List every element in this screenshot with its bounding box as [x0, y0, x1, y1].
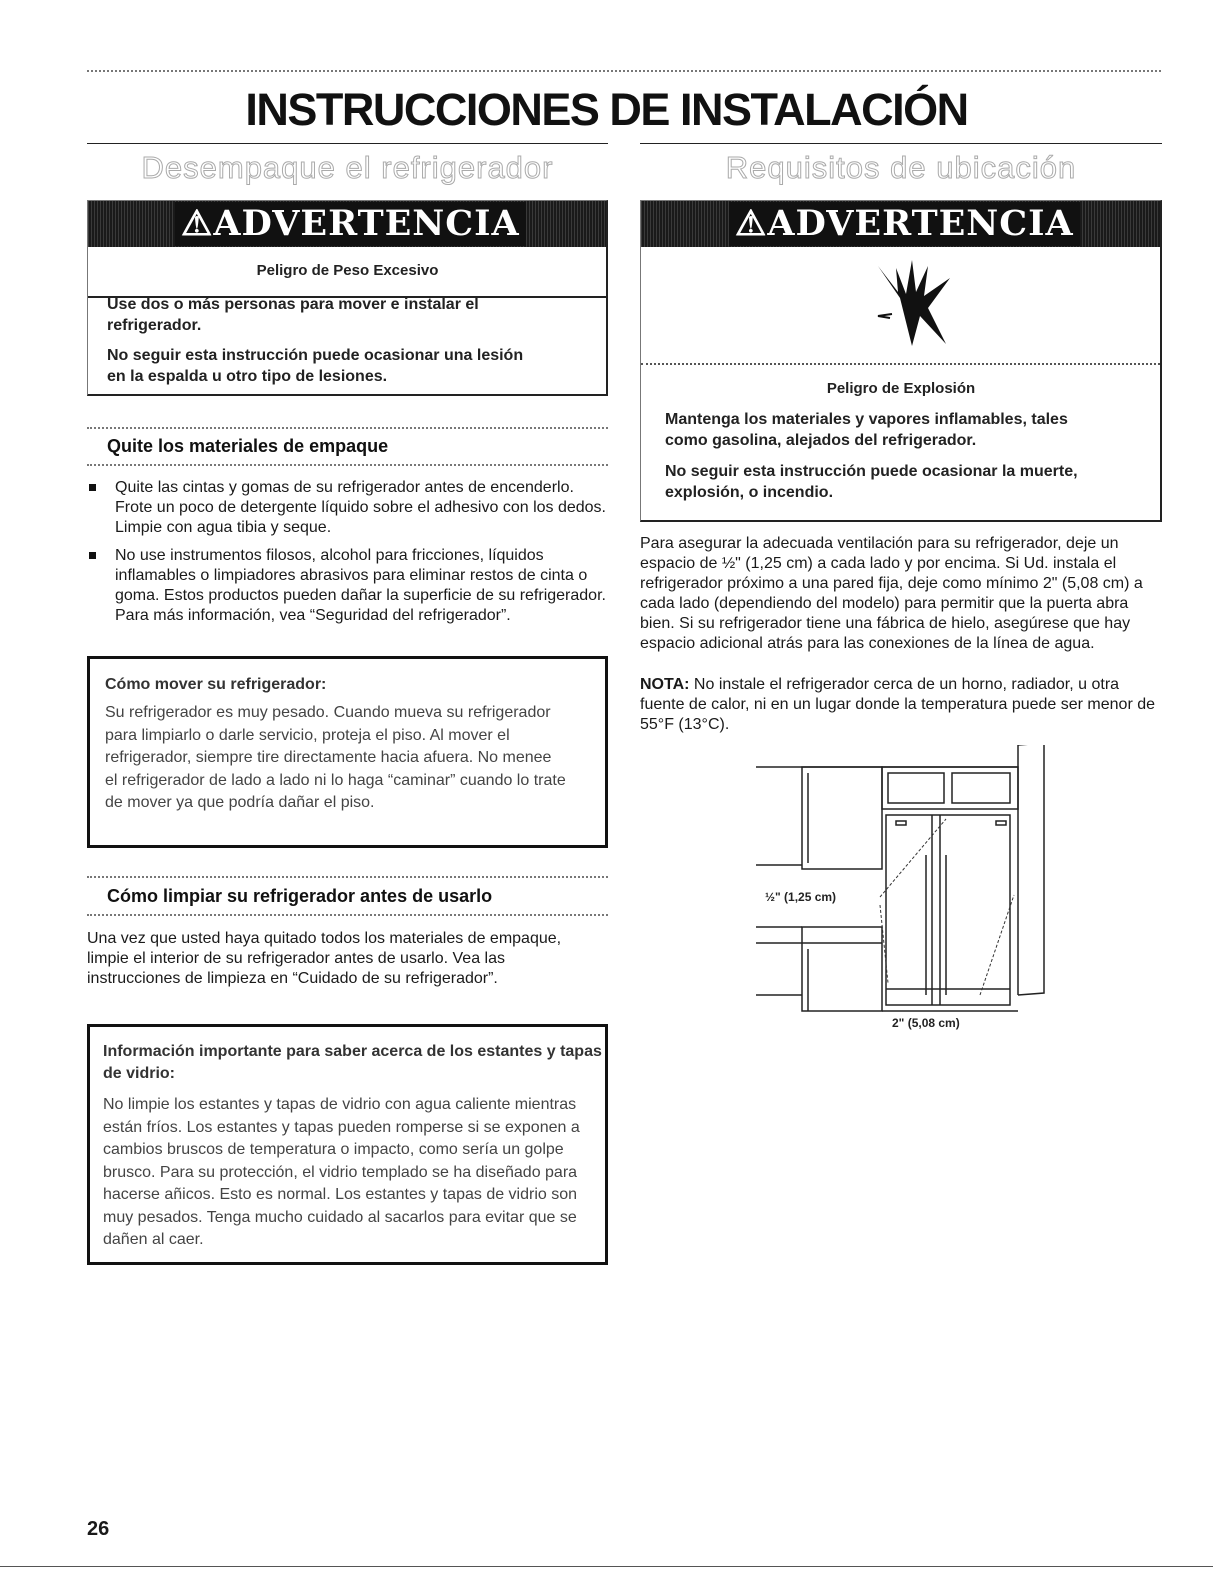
right-section-title: Requisitos de ubicación — [725, 150, 1077, 185]
note-paragraph — [640, 675, 1162, 735]
moving-note-title: Cómo mover su refrigerador: — [105, 676, 327, 693]
warning-line-1: Use dos o más personas para mover e instalar el refrigerador. — [107, 296, 479, 334]
bullet-square-icon — [89, 484, 96, 491]
subsection-1-top-rule — [87, 427, 608, 429]
note-text: No instale el refrigerador cerca de un horno, radiador, u otra fuente de calor, ni en un lugar donde la temperatura puede ser menor de 55°F (13°C). — [640, 676, 1156, 733]
right-column-rule — [640, 143, 1162, 144]
list-item — [87, 478, 607, 538]
subsection-1-bottom-rule — [87, 464, 608, 466]
left-column-rule — [87, 143, 608, 144]
warning-line-2: No seguir esta instrucción puede ocasionar la muerte, explosión, o incendio. — [665, 463, 1078, 501]
ventilation-paragraph: Para asegurar la adecuada ventilación para su refrigerador, deje un espacio de ½" (1,25 cm) a cada lado y por encima. Si Ud. instala el refrigerador próximo a una pared fija, deje como mínimo 2" (5,08 cm) a cada lado (dependiendo del modelo) para permitir que la puerta abra bien. Si su refrigerador tiene una fábrica de hielo, asegúrese que hay espacio adicional atrás para las conexiones de la línea de agua. — [640, 535, 1143, 652]
explosion-icon — [870, 258, 956, 350]
warning-subtitle: Peligro de Explosión — [826, 380, 976, 397]
bullet-text: No use instrumentos filosos, alcohol para fricciones, líquidos inflamables o limpiadores abrasivos para eliminar restos de cinta o goma. Estos productos pueden dañar la superficie de su refrigerador. Para más información, vea “Seguridad del refrigerador”. — [115, 547, 606, 624]
glass-note-title: Información importante para saber acerca de los estantes y tapas de vidrio: — [103, 1043, 602, 1082]
moving-note-body: Su refrigerador es muy pesado. Cuando mueva su refrigerador para limpiarlo o darle servicio, proteja el piso. Al mover el refrigerador, siempre tire directamente hacia afuera. No menee el refrigerador de lado a lado ni lo haga “caminar” cuando lo trate de mover ya que podría dañar el piso. — [105, 704, 566, 811]
warning-line-2: No seguir esta instrucción puede ocasionar una lesión en la espalda u otro tipo de lesiones. — [107, 347, 524, 385]
two-inch-clearance-label: 2" (5,08 cm) — [892, 1016, 960, 1030]
top-dotted-rule — [87, 70, 1161, 72]
bottom-edge-line — [0, 1566, 1213, 1567]
subsection-2-bottom-rule — [87, 914, 608, 916]
note-label: NOTA: — [640, 676, 690, 693]
warning-label: ⚠ADVERTENCIA — [729, 202, 1080, 246]
warning-divider — [641, 363, 1160, 365]
bullet-text: Quite las cintas y gomas de su refrigerador antes de encenderlo. Frote un poco de detergente líquido sobre el adhesivo con los dedos. Limpie con agua tibia y seque. — [115, 479, 606, 536]
page-title: INSTRUCCIONES DE INSTALACIÓN — [245, 84, 968, 135]
subsection-2-top-rule — [87, 876, 608, 878]
warning-subtitle: Peligro de Peso Excesivo — [256, 262, 439, 279]
page-number: 26 — [87, 1518, 110, 1540]
clearance-diagram — [756, 745, 1056, 1015]
subsection-2-title: Cómo limpiar su refrigerador antes de usarlo — [107, 886, 493, 906]
bullet-square-icon — [89, 552, 96, 559]
left-section-title: Desempaque el refrigerador — [141, 150, 554, 185]
half-inch-clearance-label: ½" (1,25 cm) — [765, 890, 837, 904]
packaging-bullet-list — [87, 478, 607, 634]
warning-label: ⚠ADVERTENCIA — [175, 202, 526, 246]
glass-note-body: No limpie los estantes y tapas de vidrio con agua caliente mientras están fríos. Los estantes y tapas pueden romperse si se exponen a cambios bruscos de temperatura o impacto, como sería un golpe brusco. Para su protección, el vidrio templado se ha diseñado para hacerse añicos. Esto es normal. Los estantes y tapas de vidrio son muy pesados. Tenga mucho cuidado al sacarlos para evitar que se dañen al caer. — [103, 1096, 580, 1248]
weight-warning-frame — [87, 200, 608, 396]
subsection-1-title: Quite los materiales de empaque — [107, 436, 389, 456]
warning-banner — [641, 201, 1160, 247]
cleaning-paragraph: Una vez que usted haya quitado todos los materiales de empaque, limpie el interior de su refrigerador antes de usarlo. Vea las instrucciones de limpieza en “Cuidado de su refrigerador”. — [87, 930, 562, 987]
list-item — [87, 546, 607, 626]
warning-line-1: Mantenga los materiales y vapores inflamables, tales como gasolina, alejados del refrigerador. — [665, 411, 1068, 449]
